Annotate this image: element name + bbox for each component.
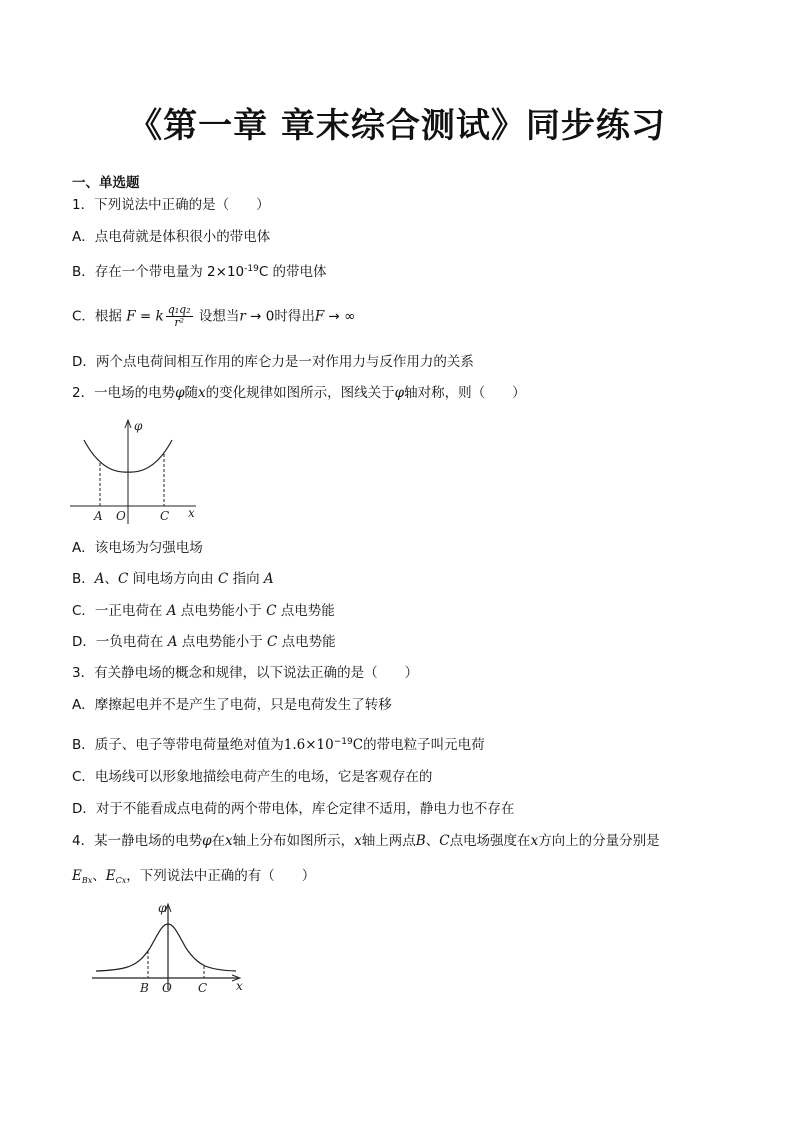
q3-b-text: B．质子、电子等带电荷量绝对值为 xyxy=(72,737,284,753)
q4-label-c: C xyxy=(198,981,208,995)
q3-stem: 3．有关静电场的概念和规律，以下说法正确的是（ ） xyxy=(72,665,419,681)
q2-d-mid: 点电势能小于 xyxy=(177,634,268,650)
q4-stem-line2 xyxy=(72,867,315,890)
q4-c: C xyxy=(439,833,450,849)
coulomb-fraction xyxy=(166,304,193,329)
q2-c-end: 点电势能 xyxy=(276,603,335,619)
q4-stem-mid: 在 xyxy=(211,833,226,849)
q4-e-cx: E xyxy=(105,868,116,884)
q2-label-o: O xyxy=(116,509,126,523)
q1-c-r: r xyxy=(239,308,246,325)
q1-option-c xyxy=(72,304,355,329)
q3-b-value: 1.6×10 xyxy=(283,737,334,753)
q1-c-arrow: → 0 xyxy=(245,308,275,325)
q2-b-text: B． xyxy=(72,571,95,587)
q2-potential-graph xyxy=(66,416,202,528)
q3-b-exponent: −19 xyxy=(333,737,353,747)
q3-option-c: C．电场线可以形象地描绘电荷产生的电场，它是客观存在的 xyxy=(72,769,433,785)
q4-e-bx: E xyxy=(72,868,82,884)
q4-potential-curve xyxy=(96,924,236,971)
q1-b-text-end: C 的带电体 xyxy=(258,264,327,280)
q4-x-label: x xyxy=(236,979,243,993)
fraction-denominator: r² xyxy=(174,316,184,329)
q3-b-text-end: 的带电粒子叫元电荷 xyxy=(363,737,485,753)
q4-stem2-sep: 、 xyxy=(92,868,106,884)
q1-c-text: C．根据 xyxy=(72,308,122,325)
q1-option-d: D．两个点电荷间相互作用的库仑力是一对作用力与反作用力的关系 xyxy=(72,354,474,370)
q4-b: B xyxy=(415,833,426,849)
q1-b-text: B．存在一个带电量为 2×10 xyxy=(72,264,245,280)
q1-option-b xyxy=(72,260,327,281)
q2-c-mid: 点电势能小于 xyxy=(176,603,267,619)
q4-potential-graph xyxy=(88,898,252,996)
q2-b-a: A xyxy=(94,571,105,587)
q2-stem-mid: 随 xyxy=(184,385,199,401)
q1-c-k: k xyxy=(155,308,164,325)
fraction-numerator: q₁q₂ xyxy=(167,303,191,316)
q4-label-b: B xyxy=(140,981,149,995)
q2-stem-end: 轴对称，则（ ） xyxy=(404,385,526,401)
q2-d-c: C xyxy=(267,634,278,650)
q1-c-force-var2: F xyxy=(314,308,325,325)
q2-x-label: x xyxy=(188,506,195,520)
q4-x3: x xyxy=(530,833,539,849)
q3-b-unit: C xyxy=(352,737,364,753)
q2-phi2: φ xyxy=(394,385,405,401)
q4-label-o: O xyxy=(162,981,172,995)
q2-stem-mid2: 的变化规律如图所示，图线关于 xyxy=(205,385,395,401)
q4-phi: φ xyxy=(202,833,212,849)
q2-phi: φ xyxy=(175,385,185,401)
q4-stem-mid4: 点电场强度在 xyxy=(449,833,531,849)
page-title: 《第一章 章末综合测试》同步练习 xyxy=(128,106,666,146)
q4-e-bx-sub: Bx xyxy=(81,876,93,885)
q2-phi-label: φ xyxy=(134,419,143,433)
q3-option-d: D．对于不能看成点电荷的两个带电体，库仑定律不适用，静电力也不存在 xyxy=(72,801,515,817)
q4-stem-mid2: 轴上分布如图所示， xyxy=(232,833,355,849)
q4-stem-mid3: 轴上两点 xyxy=(361,833,416,849)
q1-c-equals: = xyxy=(135,308,156,325)
q4-x: x xyxy=(225,833,233,849)
q1-c-mid: 设想当 xyxy=(194,308,240,325)
q2-b-c: C xyxy=(118,571,129,587)
q2-b-c2: C xyxy=(217,571,229,587)
q1-stem: 1．下列说法中正确的是（ ） xyxy=(72,197,270,213)
q4-phi-label: φ xyxy=(158,901,167,915)
q2-option-d xyxy=(72,633,336,651)
q4-stem-end: 方向上的分量分别是 xyxy=(538,833,660,849)
q4-e-cx-sub: Cx xyxy=(115,876,127,885)
q2-option-b xyxy=(72,570,274,588)
q2-label-a: A xyxy=(94,509,103,523)
q3-option-b xyxy=(72,733,485,754)
q2-b-sep: 、 xyxy=(104,571,119,587)
q4-sep: 、 xyxy=(425,833,440,849)
q2-option-a: A．该电场为匀强电场 xyxy=(72,540,203,556)
q2-label-c: C xyxy=(160,509,170,523)
q2-stem-text: 2．一电场的电势 xyxy=(72,385,176,401)
q1-option-a: A．点电荷就是体积很小的带电体 xyxy=(72,229,271,245)
q2-stem xyxy=(72,384,526,402)
q2-d-end: 点电势能 xyxy=(277,634,336,650)
q4-x2: x xyxy=(354,833,362,849)
q2-d-a: A xyxy=(167,634,178,650)
q2-c-a: A xyxy=(166,603,177,619)
q4-stem-text: 4．某一静电场的电势 xyxy=(72,833,203,849)
q2-option-c xyxy=(72,602,335,620)
q3-option-a: A．摩擦起电并不是产生了电荷，只是电荷发生了转移 xyxy=(72,697,392,713)
q2-c-text: C．一正电荷在 xyxy=(72,603,167,619)
q2-b-a2: A xyxy=(263,571,274,587)
q4-stem2-end: ，下列说法中正确的有（ ） xyxy=(126,868,316,884)
q1-b-exponent: -19 xyxy=(244,264,259,274)
q2-b-mid: 间电场方向由 xyxy=(128,571,218,587)
q2-x: x xyxy=(198,385,206,401)
q2-d-text: D．一负电荷在 xyxy=(72,634,168,650)
q2-c-c: C xyxy=(266,603,277,619)
q2-b-mid2: 指向 xyxy=(228,571,264,587)
q1-c-end: → ∞ xyxy=(324,308,356,325)
q1-c-mid2: 时得出 xyxy=(274,308,315,325)
q1-c-force-var: F xyxy=(126,308,136,325)
q4-stem-line1 xyxy=(72,832,660,850)
section-heading: 一、单选题 xyxy=(72,175,140,191)
